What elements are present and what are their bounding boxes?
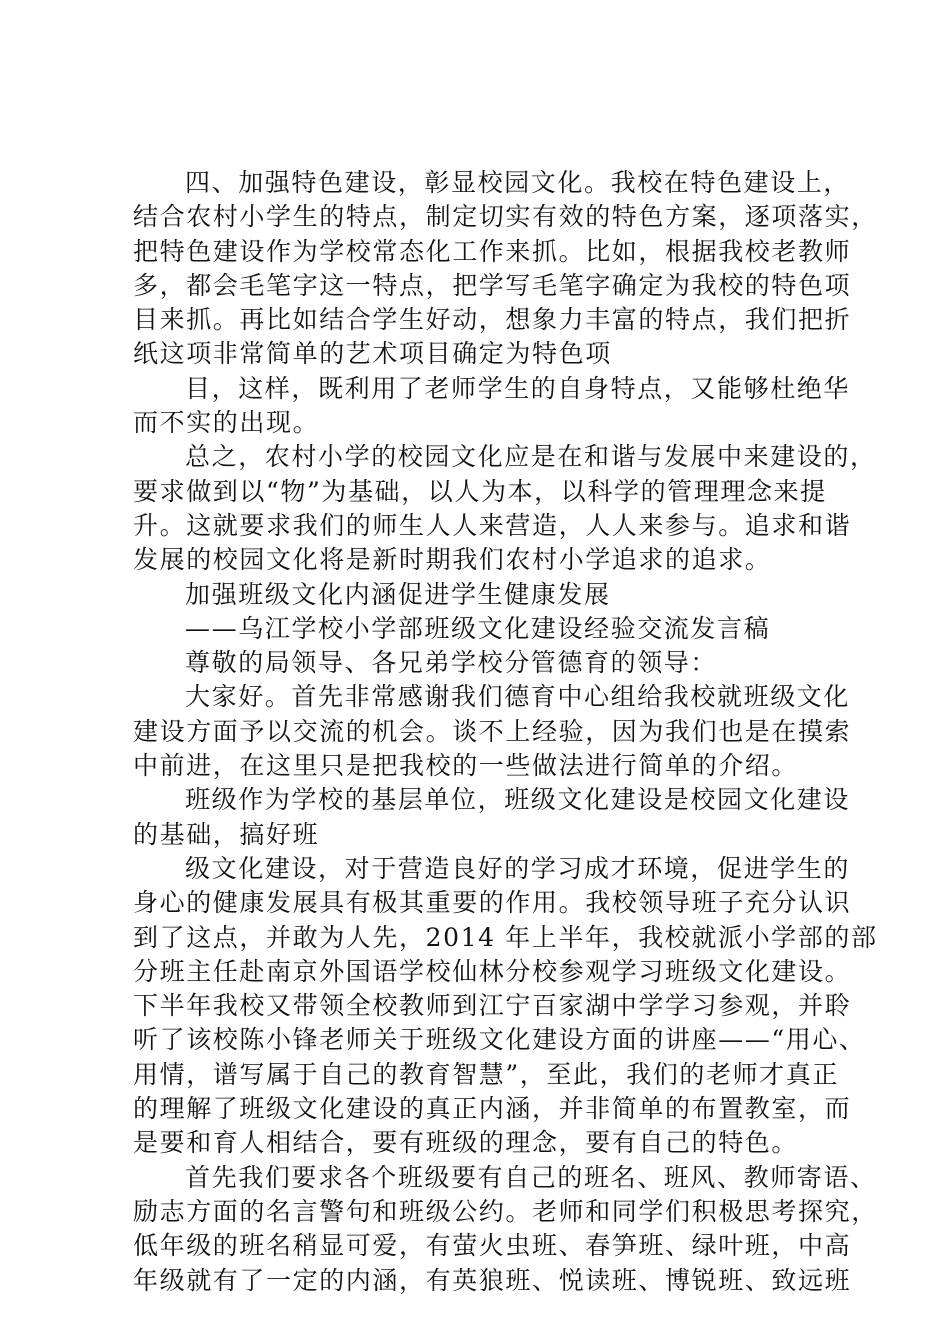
- paragraph-line: 而不实的出现。: [133, 408, 320, 438]
- paragraph-line: 纸这项非常简单的艺术项目确定为特色项: [133, 339, 612, 369]
- paragraph-line: 的理解了班级文化建设的真正内涵，并非简单的布置教室，而: [133, 1094, 852, 1124]
- paragraph-line: 目，这样，既利用了老师学生的自身特点，又能够杜绝华: [185, 373, 851, 403]
- paragraph-line: 励志方面的名言警句和班级公约。老师和同学们积极思考探究，: [133, 1196, 878, 1226]
- paragraph-line: 中前进，在这里只是把我校的一些做法进行简单的介绍。: [133, 751, 799, 781]
- paragraph-line: 班级作为学校的基层单位，班级文化建设是校园文化建设: [185, 785, 851, 815]
- speech-subtitle: ——乌江学校小学部班级文化建设经验交流发言稿: [185, 613, 771, 643]
- paragraph-line: 多，都会毛笔字这一特点，把学写毛笔字确定为我校的特色项: [133, 270, 852, 300]
- paragraph-line: 发展的校园文化将是新时期我们农村小学追求的追求。: [133, 545, 772, 575]
- paragraph-line: 要求做到以“物”为基础，以人为本，以科学的管理理念来提: [133, 476, 827, 506]
- paragraph-line: 大家好。首先非常感谢我们德育中心组给我校就班级文化: [185, 682, 851, 712]
- paragraph-line: 身心的健康发展具有极其重要的作用。我校领导班子充分认识: [133, 888, 852, 918]
- paragraph-line: 四、加强特色建设，彰显校园文化。我校在特色建设上，: [185, 168, 851, 197]
- paragraph-line: 首先我们要求各个班级要有自己的班名、班风、教师寄语、: [185, 1162, 877, 1192]
- paragraph-line: 升。这就要求我们的师生人人来营造，人人来参与。追求和谐: [133, 510, 852, 540]
- paragraph-line: 是要和育人相结合，要有班级的理念，要有自己的特色。: [133, 1128, 799, 1158]
- paragraph-line: 的基础，搞好班: [133, 819, 320, 849]
- paragraph-line: 下半年我校又带领全校教师到江宁百家湖中学学习参观，并聆: [133, 991, 852, 1021]
- paragraph-line: 年级就有了一定的内涵，有英狼班、悦读班、博锐班、致远班: [133, 1265, 852, 1295]
- paragraph-line: 低年级的班名稍显可爱，有萤火虫班、春笋班、绿叶班，中高: [133, 1231, 852, 1261]
- salutation: 尊敬的局领导、各兄弟学校分管德育的领导：: [185, 648, 718, 678]
- paragraph-line: 到了这点，并敢为人先，2014 年上半年，我校就派小学部的部: [133, 922, 878, 952]
- paragraph-line: 用情，谱写属于自己的教育智慧”，至此，我们的老师才真正: [133, 1059, 839, 1089]
- paragraph-line: 听了该校陈小锋老师关于班级文化建设方面的讲座——“用心、: [133, 1025, 866, 1055]
- paragraph-line: 建设方面予以交流的机会。谈不上经验，因为我们也是在摸索: [133, 716, 852, 746]
- paragraph-line: 把特色建设作为学校常态化工作来抓。比如，根据我校老教师: [133, 236, 852, 266]
- paragraph-line: 总之，农村小学的校园文化应是在和谐与发展中来建设的，: [185, 442, 877, 472]
- speech-title: 加强班级文化内涵促进学生健康发展: [185, 579, 611, 609]
- paragraph-line: 分班主任赴南京外国语学校仙林分校参观学习班级文化建设。: [133, 956, 852, 986]
- paragraph-line: 目来抓。再比如结合学生好动，想象力丰富的特点，我们把折: [133, 305, 852, 335]
- paragraph-line: 结合农村小学生的特点，制定切实有效的特色方案，逐项落实，: [133, 202, 878, 232]
- paragraph-line: 级文化建设，对于营造良好的学习成才环境，促进学生的: [185, 853, 851, 883]
- document-body: [133, 166, 878, 1298]
